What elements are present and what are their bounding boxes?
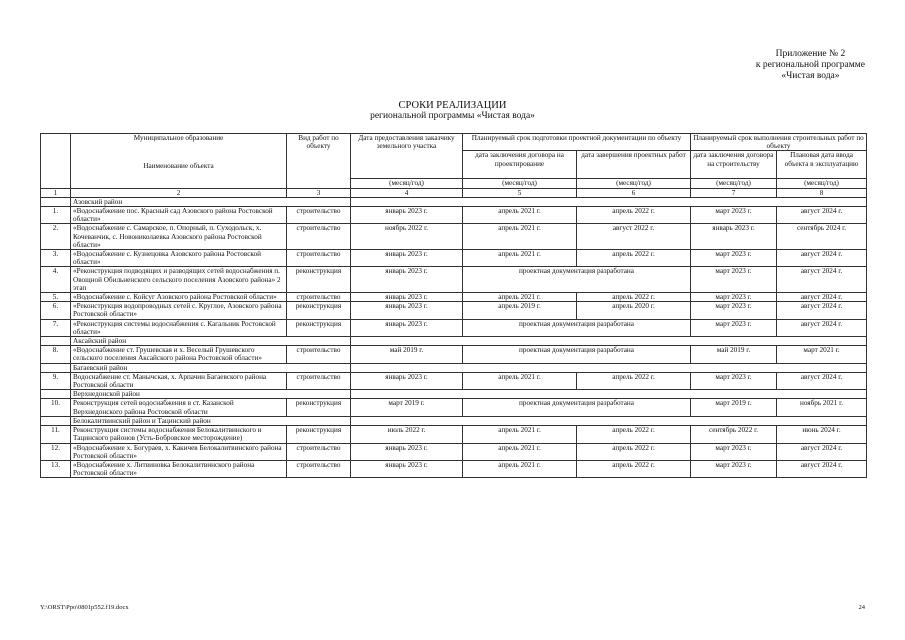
header-unit: (месяц/год) — [777, 179, 867, 188]
header-work-type: Вид работ по объекту — [287, 134, 351, 189]
district-spacer-cell — [41, 337, 71, 346]
build-contract-date: март 2019 г. — [691, 399, 777, 416]
land-date: ноябрь 2022 г. — [351, 224, 463, 250]
design-end-date: апрель 2022 г. — [577, 372, 691, 389]
build-end-date: август 2024 г. — [777, 302, 867, 319]
design-contract-date: апрель 2021 г. — [463, 293, 577, 302]
land-date: январь 2023 г. — [351, 293, 463, 302]
header-build-contract: дата заключения договора на строительству — [691, 151, 777, 179]
design-end-date: апрель 2022 г. — [577, 207, 691, 224]
work-type: реконструкция — [287, 302, 351, 319]
district-spacer-cell — [41, 416, 71, 425]
district-spacer-cell — [41, 390, 71, 399]
district-name: Азовский район — [71, 197, 351, 206]
work-type: реконструкция — [287, 426, 351, 443]
land-date: январь 2023 г. — [351, 372, 463, 389]
build-end-date: август 2024 г. — [777, 460, 867, 477]
table-body — [41, 197, 867, 478]
object-name: «Реконструкция водопроводных сетей с. Круглое, Азовского района Ростовской области» — [71, 302, 287, 319]
object-name: «Водоснабжение с. Самарское, п. Опорный, п. Суходольск, х. Кочеванчик, с. Новониколаевка Азовского района Ростовской области» — [71, 224, 287, 250]
document-title — [0, 100, 905, 122]
build-contract-date: май 2019 г. — [691, 346, 777, 363]
design-end-date: апрель 2020 г. — [577, 302, 691, 319]
build-end-date: ноябрь 2021 г. — [777, 399, 867, 416]
build-contract-date: сентябрь 2022 г. — [691, 426, 777, 443]
work-type: строительство — [287, 346, 351, 363]
header-build-group: Планируемый срок выполнения строительных работ по объекту — [691, 134, 867, 151]
design-end-date: апрель 2022 г. — [577, 250, 691, 267]
build-end-date: сентябрь 2024 г. — [777, 224, 867, 250]
row-number: 7. — [41, 319, 71, 336]
header-object-cell — [71, 134, 287, 189]
build-contract-date: март 2023 г. — [691, 293, 777, 302]
column-number-row — [41, 188, 867, 197]
column-number: 3 — [287, 188, 351, 197]
work-type: реконструкция — [287, 267, 351, 293]
object-name: «Водоснабжение х. Литвиновка Белокалитвинского района Ростовской области» — [71, 460, 287, 477]
build-contract-date: март 2023 г. — [691, 302, 777, 319]
header-unit: (месяц/год) — [463, 179, 577, 188]
header-design-end: дата завершения проектных работ — [577, 151, 691, 179]
table-row — [41, 460, 867, 477]
header-unit: (месяц/год) — [351, 179, 463, 188]
column-number: 6 — [577, 188, 691, 197]
district-row — [41, 363, 867, 372]
table-row — [41, 207, 867, 224]
design-status: проектная документация разработана — [463, 319, 691, 336]
land-date: январь 2023 г. — [351, 267, 463, 293]
header-unit: (месяц/год) — [691, 179, 777, 188]
column-number: 5 — [463, 188, 577, 197]
land-date: март 2019 г. — [351, 399, 463, 416]
object-name: «Водоснабжение х. Богураев, х. Какичев Белокалитвинского района Ростовской области» — [71, 443, 287, 460]
design-status: проектная документация разработана — [463, 267, 691, 293]
build-end-date: март 2021 г. — [777, 346, 867, 363]
district-empty-cell — [351, 416, 867, 425]
design-contract-date: апрель 2021 г. — [463, 250, 577, 267]
build-contract-date: март 2023 г. — [691, 443, 777, 460]
district-empty-cell — [351, 197, 867, 206]
work-type: строительство — [287, 224, 351, 250]
work-type: строительство — [287, 460, 351, 477]
column-number: 8 — [777, 188, 867, 197]
column-number: 4 — [351, 188, 463, 197]
design-contract-date: апрель 2021 г. — [463, 426, 577, 443]
object-name: «Реконструкция подводящих и разводящих сетей водоснабжения п. Овощной Обильненского сельского поселения Азовского района» 2 этап — [71, 267, 287, 293]
district-empty-cell — [351, 363, 867, 372]
land-date: январь 2023 г. — [351, 443, 463, 460]
design-contract-date: апрель 2021 г. — [463, 224, 577, 250]
row-number: 6. — [41, 302, 71, 319]
footer-page-number: 24 — [858, 604, 865, 611]
district-spacer-cell — [41, 197, 71, 206]
build-end-date: август 2024 г. — [777, 319, 867, 336]
object-name: «Водоснабжение пос. Красный сад Азовского района Ростовской области» — [71, 207, 287, 224]
build-contract-date: январь 2023 г. — [691, 224, 777, 250]
district-name: Багаевский район — [71, 363, 351, 372]
work-type: реконструкция — [287, 399, 351, 416]
row-number: 8. — [41, 346, 71, 363]
schedule-table — [40, 133, 867, 478]
build-end-date: август 2024 г. — [777, 207, 867, 224]
table-row — [41, 224, 867, 250]
land-date: январь 2023 г. — [351, 250, 463, 267]
row-number: 2. — [41, 224, 71, 250]
land-date: июль 2022 г. — [351, 426, 463, 443]
object-name: Водоснабжение ст. Манычская, х. Арпачин Багаевского района Ростовской области — [71, 372, 287, 389]
build-end-date: август 2024 г. — [777, 293, 867, 302]
table-row — [41, 250, 867, 267]
build-contract-date: март 2023 г. — [691, 460, 777, 477]
header-design-contract: дата заключения договора на проектирование — [463, 151, 577, 179]
table-row — [41, 443, 867, 460]
design-end-date: апрель 2022 г. — [577, 460, 691, 477]
district-empty-cell — [351, 337, 867, 346]
district-row — [41, 337, 867, 346]
header-build-end: Плановая дата ввода объекта в эксплуатацию — [777, 151, 867, 179]
table-row — [41, 399, 867, 416]
row-number: 10. — [41, 399, 71, 416]
header-municipality: Муниципальное образование — [133, 134, 224, 142]
row-number: 11. — [41, 426, 71, 443]
land-date: январь 2023 г. — [351, 319, 463, 336]
district-row — [41, 197, 867, 206]
build-end-date: август 2024 г. — [777, 443, 867, 460]
object-name: «Водоснабжение ст. Грушевская и х. Веселый Грушевского сельского поселения Аксайского района Ростовской области» — [71, 346, 287, 363]
build-contract-date: март 2023 г. — [691, 372, 777, 389]
build-end-date: август 2024 г. — [777, 250, 867, 267]
appendix-number: Приложение № 2 — [775, 49, 846, 59]
appendix-program-name: «Чистая вода» — [781, 71, 840, 81]
column-number: 7 — [691, 188, 777, 197]
header-object-name: Наименование объекта — [143, 162, 214, 171]
land-date: январь 2023 г. — [351, 207, 463, 224]
build-end-date: июнь 2024 г. — [777, 426, 867, 443]
design-end-date: апрель 2022 г. — [577, 293, 691, 302]
table-row — [41, 319, 867, 336]
district-name: Белокалитвинский район и Тацинский район — [71, 416, 351, 425]
design-status: проектная документация разработана — [463, 346, 691, 363]
appendix-block — [756, 49, 865, 82]
design-contract-date: апрель 2021 г. — [463, 443, 577, 460]
row-number: 3. — [41, 250, 71, 267]
build-end-date: август 2024 г. — [777, 267, 867, 293]
work-type: строительство — [287, 250, 351, 267]
design-end-date: апрель 2022 г. — [577, 443, 691, 460]
work-type: строительство — [287, 443, 351, 460]
table-row — [41, 426, 867, 443]
build-contract-date: март 2023 г. — [691, 267, 777, 293]
design-end-date: апрель 2022 г. — [577, 426, 691, 443]
design-status: проектная документация разработана — [463, 399, 691, 416]
table-row — [41, 372, 867, 389]
district-row — [41, 416, 867, 425]
work-type: строительство — [287, 293, 351, 302]
title-main: СРОКИ РЕАЛИЗАЦИИ — [398, 100, 507, 111]
header-land-date: Дата предоставления заказчику земельного участка — [351, 134, 463, 179]
work-type: строительство — [287, 207, 351, 224]
object-name: «Водоснабжение с. Койсуг Азовского района Ростовской области» — [71, 293, 287, 302]
design-contract-date: апрель 2019 г. — [463, 302, 577, 319]
table-header — [41, 134, 867, 198]
district-row — [41, 390, 867, 399]
header-unit: (месяц/год) — [577, 179, 691, 188]
appendix-program-ref: к региональной программе — [755, 60, 865, 70]
row-number: 1. — [41, 207, 71, 224]
work-type: строительство — [287, 372, 351, 389]
column-number: 2 — [71, 188, 287, 197]
object-name: Реконструкция системы водоснабжения Белокалитвинского и Тацинского районов (Усть-Бобровское месторождение) — [71, 426, 287, 443]
column-number: 1 — [41, 188, 71, 197]
header-design-group: Планируемый срок подготовки проектной документации по объекту — [463, 134, 691, 151]
row-number: 13. — [41, 460, 71, 477]
row-number: 12. — [41, 443, 71, 460]
title-sub: региональной программы «Чистая вода» — [370, 111, 535, 121]
work-type: реконструкция — [287, 319, 351, 336]
table-row — [41, 293, 867, 302]
land-date: январь 2023 г. — [351, 460, 463, 477]
land-date: май 2019 г. — [351, 346, 463, 363]
design-contract-date: апрель 2021 г. — [463, 372, 577, 389]
district-spacer-cell — [41, 363, 71, 372]
object-name: «Реконструкция системы водоснабжения с. Кагальник Ростовской области» — [71, 319, 287, 336]
object-name: Реконструкция сетей водоснабжения в ст. Казанской Верхнедонского района Ростовской области — [71, 399, 287, 416]
build-contract-date: март 2023 г. — [691, 319, 777, 336]
footer-file-path: Y:\ORST\Ppo\0801p552.f19.docx — [40, 604, 129, 611]
table-row — [41, 267, 867, 293]
district-empty-cell — [351, 390, 867, 399]
row-number: 9. — [41, 372, 71, 389]
table-row — [41, 302, 867, 319]
header-num-cell — [41, 134, 71, 189]
row-number: 5. — [41, 293, 71, 302]
design-contract-date: апрель 2021 г. — [463, 207, 577, 224]
design-contract-date: апрель 2021 г. — [463, 460, 577, 477]
build-end-date: август 2024 г. — [777, 372, 867, 389]
design-end-date: август 2022 г. — [577, 224, 691, 250]
district-name: Верхнедонской район — [71, 390, 351, 399]
build-contract-date: март 2023 г. — [691, 250, 777, 267]
object-name: «Водоснабжение с. Кузнецовка Азовского района Ростовской области» — [71, 250, 287, 267]
row-number: 4. — [41, 267, 71, 293]
table-row — [41, 346, 867, 363]
land-date: январь 2023 г. — [351, 302, 463, 319]
build-contract-date: март 2023 г. — [691, 207, 777, 224]
district-name: Аксайский район — [71, 337, 351, 346]
